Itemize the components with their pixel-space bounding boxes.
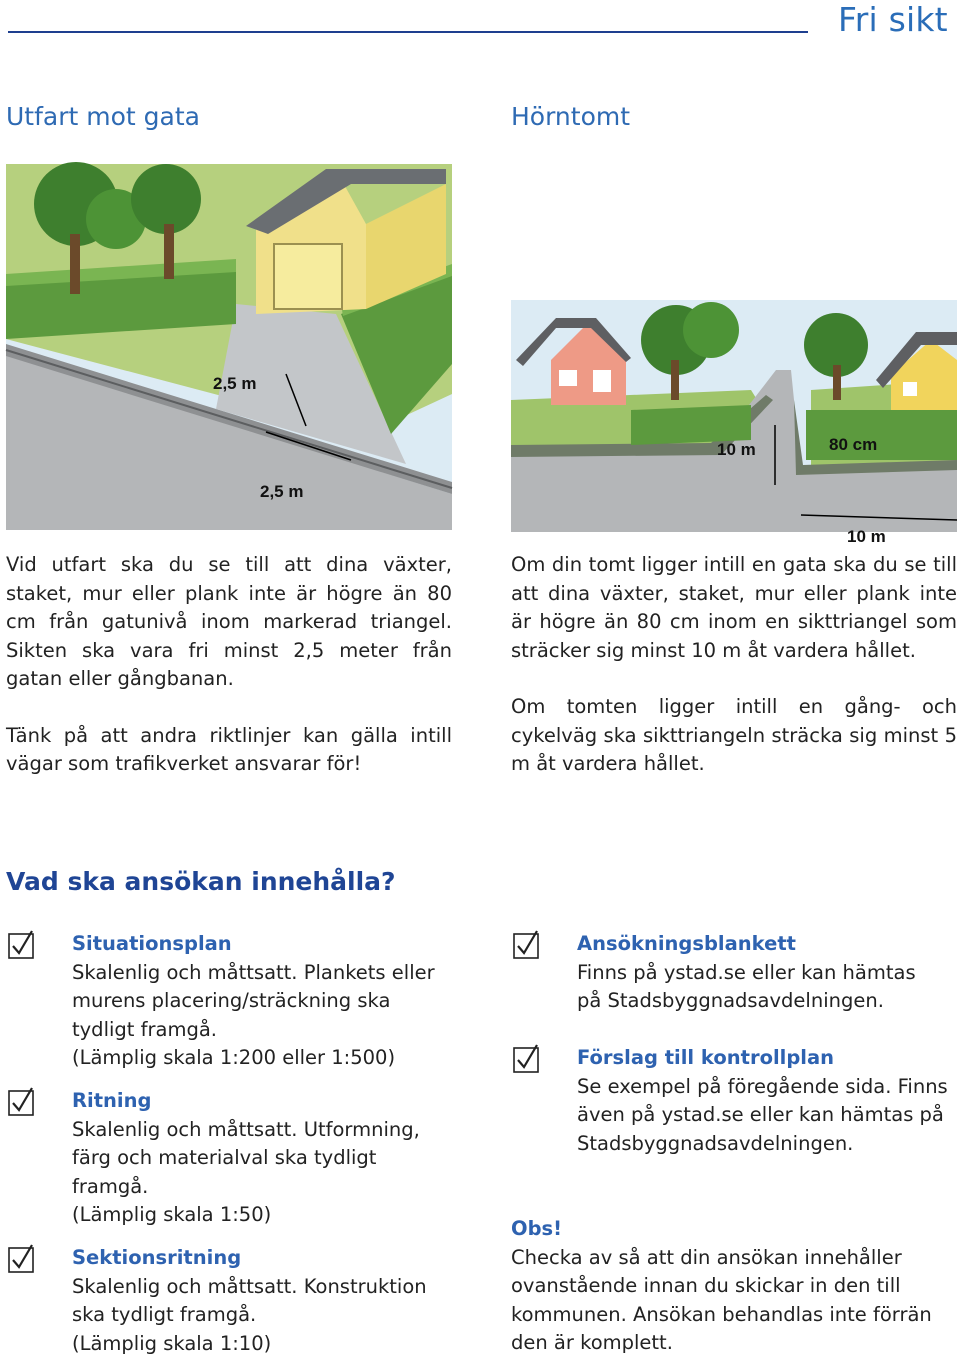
right-column-text [511, 551, 957, 779]
checklist-line: tydligt framgå. [72, 1017, 217, 1041]
label-dim-drive: 2,5 m [213, 374, 257, 393]
corner-plot-illustration [511, 300, 957, 546]
checklist-line: (Lämplig skala 1:50) [72, 1203, 272, 1226]
label-dim-side: 10 m [717, 440, 756, 459]
section-heading-horntomt: Hörntomt [511, 102, 631, 131]
checkbox-check-icon [513, 933, 539, 959]
obs-line: ovanstående innan du skickar in den till [511, 1274, 901, 1297]
section-heading-utfart: Utfart mot gata [6, 102, 200, 131]
label-dim-height: 80 cm [829, 435, 878, 454]
label-dim-bottom: 10 m [847, 527, 886, 546]
checklist-line: murens placering/sträckning ska [72, 989, 391, 1012]
checklist-line: Skalenlig och måttsatt. Plankets eller [72, 960, 435, 984]
page-title: Fri sikt [838, 0, 948, 39]
left-column-text [6, 551, 452, 779]
left-paragraph-1: Vid utfart ska du se till att dina växter, staket, mur eller plank inte är högre än 80 cm från gatunivå inom markerad triangel. Sikten ska vara fri minst 2,5 meter från gatan eller gångbanan. [6, 553, 452, 690]
checklist-title: Sektionsritning [72, 1246, 242, 1269]
checkbox-check-icon [8, 1247, 34, 1273]
driveway-illustration [6, 164, 452, 530]
checklist-line: Stadsbyggnadsavdelningen. [577, 1131, 854, 1155]
checklist-line: (Lämplig skala 1:10) [72, 1331, 272, 1355]
checklist-line: Skalenlig och måttsatt. Utformning, [72, 1117, 420, 1141]
left-paragraph-2: Tänk på att andra riktlinjer kan gälla intill vägar som trafikverket ansvarar för! [6, 723, 452, 775]
checklist-title: Situationsplan [72, 932, 232, 955]
right-paragraph-2: Om tomten ligger intill en gång- och cykelväg ska sikttriangeln sträcka sig minst 5 m åt vardera hållet. [511, 695, 957, 775]
obs-title: Obs! [511, 1217, 563, 1240]
checklist-line: framgå. [72, 1174, 149, 1198]
application-heading: Vad ska ansökan innehålla? [6, 867, 396, 896]
checklist-title: Förslag till kontrollplan [577, 1046, 835, 1069]
checkbox-check-icon [513, 1047, 539, 1073]
checkbox-check-icon [8, 1090, 34, 1116]
header-rule [8, 31, 808, 33]
obs-line: Checka av så att din ansökan innehåller [511, 1245, 902, 1269]
obs-note [511, 1215, 957, 1358]
right-paragraph-1: Om din tomt ligger intill en gata ska du se till att dina växter, staket, mur eller plank inte är högre än 80 cm inom en sikttriangel som sträcker sig minst 10 m åt vardera hållet. [511, 553, 957, 662]
obs-line: kommunen. Ansökan behandlas inte förrän [511, 1302, 932, 1326]
checklist-line: även på ystad.se eller kan hämtas på [577, 1103, 944, 1126]
obs-line: den är komplett. [511, 1331, 673, 1354]
checklist-line: (Lämplig skala 1:200 eller 1:500) [72, 1046, 396, 1069]
checkbox-check-icon [8, 933, 34, 959]
checklist-line: färg och materialval ska tydligt [72, 1146, 377, 1169]
label-dim-street: 2,5 m [260, 482, 304, 501]
checklist-title: Ansökningsblankett [577, 932, 796, 955]
checklist-line: Skalenlig och måttsatt. Konstruktion [72, 1274, 427, 1298]
checklist-title: Ritning [72, 1089, 152, 1112]
checklist-line: ska tydligt framgå. [72, 1303, 257, 1326]
checklist-line: Finns på ystad.se eller kan hämtas [577, 960, 916, 984]
checklist-line: på Stadsbyggnadsavdelningen. [577, 989, 884, 1012]
checklist-line: Se exempel på föregående sida. Finns [577, 1074, 948, 1098]
